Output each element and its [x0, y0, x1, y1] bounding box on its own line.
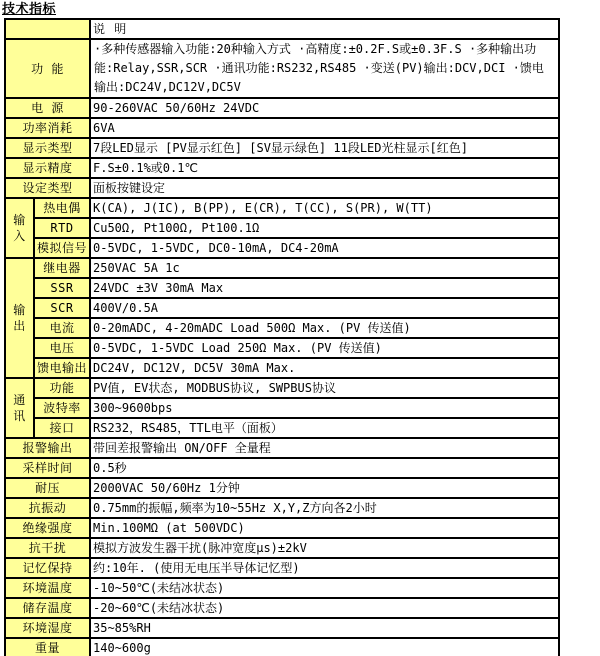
- row-value-cell: 7段LED显示 [PV显示红色] [SV显示绿色] 11段LED光柱显示[红色]: [90, 138, 559, 158]
- row-label-cell: 电 源: [5, 98, 90, 118]
- header-row: [5, 19, 559, 39]
- row-value-cell: K(CA), J(IC), B(PP), E(CR), T(CC), S(PR), W(TT): [90, 198, 559, 218]
- row-value-cell: 35~85%RH: [90, 618, 559, 638]
- table-row: [5, 98, 559, 118]
- table-row: [5, 418, 559, 438]
- row-label-cell: 绝缘强度: [5, 518, 90, 538]
- row-value-cell: RS232，RS485，TTL电平（面板）: [90, 418, 559, 438]
- row-label-cell: 模拟信号: [34, 238, 90, 258]
- table-row: [5, 398, 559, 418]
- table-row: [5, 618, 559, 638]
- table-row: [5, 318, 559, 338]
- row-label-cell: 显示类型: [5, 138, 90, 158]
- row-value-cell: 250VAC 5A 1c: [90, 258, 559, 278]
- row-label-cell: 电压: [34, 338, 90, 358]
- row-value-cell: F.S±0.1%或0.1℃: [90, 158, 559, 178]
- row-value-cell: 90-260VAC 50/60Hz 24VDC: [90, 98, 559, 118]
- group-label-cell: 通讯: [5, 378, 34, 438]
- row-value-cell: 模拟方波发生器干扰(脉冲宽度μs)±2kV: [90, 538, 559, 558]
- table-row: [5, 198, 559, 218]
- row-value-cell: -20~60℃(未结冰状态): [90, 598, 559, 618]
- table-row: [5, 238, 559, 258]
- row-label-cell: 馈电输出: [34, 358, 90, 378]
- header-value-cell: 说 明: [90, 19, 559, 39]
- table-row: [5, 458, 559, 478]
- row-label-cell: 重量: [5, 638, 90, 656]
- row-label-cell: 采样时间: [5, 458, 90, 478]
- table-row: [5, 39, 559, 98]
- row-value-cell: PV值, EV状态, MODBUS协议, SWPBUS协议: [90, 378, 559, 398]
- row-label-cell: 电流: [34, 318, 90, 338]
- row-value-cell: 0.75mm的振幅,频率为10~55Hz X,Y,Z方向各2小时: [90, 498, 559, 518]
- row-label-cell: 显示精度: [5, 158, 90, 178]
- row-label-cell: 波特率: [34, 398, 90, 418]
- table-row: [5, 538, 559, 558]
- table-row: [5, 178, 559, 198]
- table-row: [5, 478, 559, 498]
- row-value-cell: 约:10年. (使用无电压半导体记忆型): [90, 558, 559, 578]
- row-value-cell: 0-5VDC, 1-5VDC, DC0-10mA, DC4-20mA: [90, 238, 559, 258]
- table-row: [5, 338, 559, 358]
- row-value-cell: Cu50Ω, Pt100Ω, Pt100.1Ω: [90, 218, 559, 238]
- row-value-cell: 24VDC ±3V 30mA Max: [90, 278, 559, 298]
- row-label-cell: SSR: [34, 278, 90, 298]
- row-value-cell: DC24V, DC12V, DC5V 30mA Max.: [90, 358, 559, 378]
- table-row: [5, 598, 559, 618]
- group-label-cell: 输出: [5, 258, 34, 378]
- table-row: [5, 558, 559, 578]
- table-row: [5, 298, 559, 318]
- row-label-cell: 功能: [34, 378, 90, 398]
- table-row: [5, 258, 559, 278]
- row-value-cell: 带回差报警输出 ON/OFF 全量程: [90, 438, 559, 458]
- row-value-cell: 300~9600bps: [90, 398, 559, 418]
- table-row: [5, 378, 559, 398]
- row-label-cell: 功 能: [5, 39, 90, 98]
- row-value-cell: ·多种传感器输入功能:20种输入方式 ·高精度:±0.2F.S或±0.3F.S ·多种输出功能:Relay,SSR,SCR ·通讯功能:RS232,RS485 ·变送(PV)输出:DCV,DCI ·馈电输出:DC24V,DC12V,DC5V: [90, 39, 559, 98]
- table-row: [5, 118, 559, 138]
- row-label-cell: 储存温度: [5, 598, 90, 618]
- row-value-cell: 400V/0.5A: [90, 298, 559, 318]
- row-label-cell: 继电器: [34, 258, 90, 278]
- group-label-cell: 输入: [5, 198, 34, 258]
- row-value-cell: 2000VAC 50/60Hz 1分钟: [90, 478, 559, 498]
- row-label-cell: 设定类型: [5, 178, 90, 198]
- row-label-cell: SCR: [34, 298, 90, 318]
- row-value-cell: 面板按键设定: [90, 178, 559, 198]
- table-row: [5, 638, 559, 656]
- table-row: [5, 358, 559, 378]
- row-label-cell: 耐压: [5, 478, 90, 498]
- row-label-cell: 热电偶: [34, 198, 90, 218]
- page-title: 技术指标: [2, 2, 57, 17]
- row-label-cell: 环境温度: [5, 578, 90, 598]
- row-label-cell: 记忆保持: [5, 558, 90, 578]
- row-label-cell: 抗干扰: [5, 538, 90, 558]
- row-label-cell: 抗振动: [5, 498, 90, 518]
- table-row: [5, 158, 559, 178]
- row-value-cell: 0-5VDC, 1-5VDC Load 250Ω Max. (PV 传送值): [90, 338, 559, 358]
- row-value-cell: Min.100MΩ (at 500VDC): [90, 518, 559, 538]
- row-label-cell: RTD: [34, 218, 90, 238]
- spec-table-body: [5, 19, 559, 656]
- table-row: [5, 498, 559, 518]
- row-value-cell: -10~50℃(未结冰状态): [90, 578, 559, 598]
- row-label-cell: 报警输出: [5, 438, 90, 458]
- row-value-cell: 6VA: [90, 118, 559, 138]
- table-row: [5, 438, 559, 458]
- table-row: [5, 218, 559, 238]
- row-label-cell: 接口: [34, 418, 90, 438]
- row-value-cell: 140~600g: [90, 638, 559, 656]
- row-value-cell: 0.5秒: [90, 458, 559, 478]
- header-label-cell: [5, 19, 90, 39]
- table-row: [5, 138, 559, 158]
- row-label-cell: 功率消耗: [5, 118, 90, 138]
- table-row: [5, 278, 559, 298]
- table-row: [5, 518, 559, 538]
- spec-table: [4, 18, 560, 656]
- row-value-cell: 0-20mADC, 4-20mADC Load 500Ω Max. (PV 传送值): [90, 318, 559, 338]
- row-label-cell: 环境湿度: [5, 618, 90, 638]
- table-row: [5, 578, 559, 598]
